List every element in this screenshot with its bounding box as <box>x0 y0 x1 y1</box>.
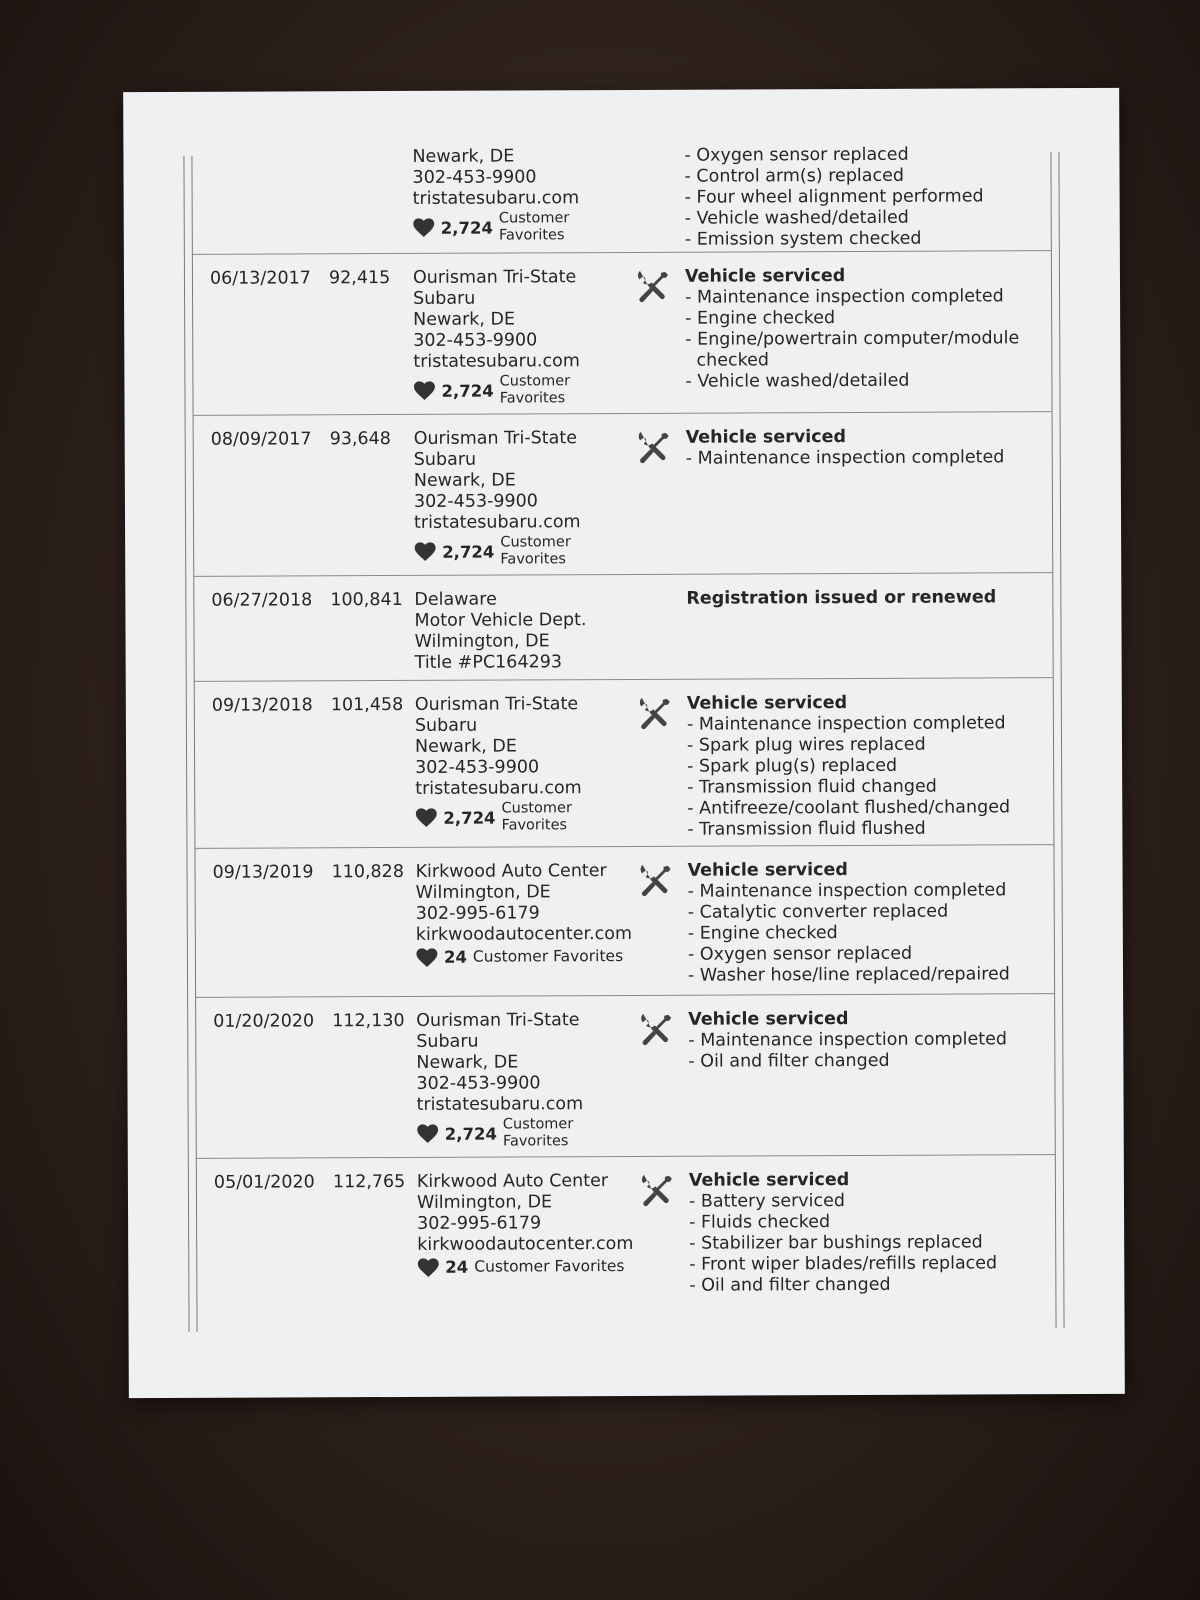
event-detail: - Control arm(s) replaced <box>684 165 905 187</box>
history-row <box>193 573 1053 682</box>
source-line: Ourisman Tri-State <box>413 428 577 449</box>
event-detail: - Four wheel alignment performed <box>684 186 984 208</box>
heart-icon <box>413 218 435 238</box>
event-detail: - Spark plug(s) replaced <box>687 755 898 777</box>
row-date: 06/27/2018 <box>211 590 313 611</box>
event-title: Registration issued or renewed <box>686 587 997 609</box>
source-line: Subaru <box>416 1031 479 1052</box>
favorites-label: Customer Favorites <box>501 800 572 834</box>
source-line: Newark, DE <box>413 470 516 491</box>
event-detail: - Maintenance inspection completed <box>687 880 1007 902</box>
wrench-screwdriver-icon <box>640 1173 674 1207</box>
event-detail: - Vehicle washed/detailed <box>685 370 910 392</box>
source-line: Kirkwood Auto Center <box>415 861 607 882</box>
customer-favorites <box>415 800 645 835</box>
event-detail: - Oil and filter changed <box>688 1050 890 1072</box>
wrench-screwdriver-icon <box>639 1012 673 1046</box>
wrench-screwdriver-icon <box>637 430 671 464</box>
favorites-count: 2,724 <box>444 1124 497 1144</box>
row-details <box>684 144 1024 250</box>
source-line: Wilmington, DE <box>415 882 551 903</box>
heart-icon <box>413 381 435 401</box>
wrench-screwdriver-icon <box>636 269 670 303</box>
favorites-count: 2,724 <box>440 218 493 238</box>
wrench-screwdriver-icon <box>638 696 672 730</box>
row-details <box>688 1008 1028 1072</box>
row-source <box>414 428 645 569</box>
row-source <box>414 589 644 674</box>
row-details <box>686 587 1026 609</box>
event-title: Vehicle serviced <box>687 860 848 881</box>
row-date: 06/13/2017 <box>209 268 311 289</box>
history-row <box>196 1155 1057 1309</box>
favorites-label: Customer Favorites <box>474 1257 625 1276</box>
event-detail: - Vehicle washed/detailed <box>684 207 909 229</box>
customer-favorites <box>417 1256 647 1278</box>
row-source <box>413 267 644 408</box>
row-odometer: 110,828 <box>331 861 404 883</box>
row-details <box>686 426 1026 469</box>
source-line: 302-453-9900 <box>415 757 540 778</box>
source-line: Newark, DE <box>412 146 515 167</box>
heart-icon <box>415 808 437 828</box>
row-details <box>685 265 1026 392</box>
source-line: tristatesubaru.com <box>415 778 582 799</box>
source-line: Delaware <box>414 589 497 610</box>
source-line: Subaru <box>413 449 477 470</box>
source-line: tristatesubaru.com <box>413 512 581 533</box>
source-line: kirkwoodautocenter.com <box>417 1233 634 1255</box>
event-detail: - Catalytic converter replaced <box>687 901 949 923</box>
event-title: Vehicle serviced <box>688 1009 849 1030</box>
customer-favorites <box>417 1116 647 1151</box>
source-line: Ourisman Tri-State <box>414 694 579 715</box>
event-detail: - Engine checked <box>685 308 836 329</box>
row-odometer: 112,765 <box>332 1171 406 1193</box>
source-line: Subaru <box>413 288 476 309</box>
row-date: 08/09/2017 <box>210 429 312 450</box>
row-details <box>688 859 1029 986</box>
event-title: Vehicle serviced <box>688 1170 850 1191</box>
row-source <box>415 694 646 835</box>
event-title: Vehicle serviced <box>685 427 847 448</box>
heart-icon <box>414 542 436 562</box>
source-line: Wilmington, DE <box>416 1192 553 1213</box>
source-line: 302-995-6179 <box>417 1213 542 1234</box>
favorites-label: Customer Favorites <box>500 534 571 568</box>
source-line: Newark, DE <box>413 309 516 330</box>
source-line: Ourisman Tri-State <box>412 267 577 288</box>
source-line: 302-453-9900 <box>413 491 538 512</box>
printed-page <box>123 88 1125 1398</box>
favorites-label: Customer Favorites <box>472 947 624 966</box>
favorites-label: Customer Favorites <box>498 210 570 244</box>
favorites-label: Customer Favorites <box>499 373 571 407</box>
heart-icon <box>416 947 438 967</box>
source-line: Wilmington, DE <box>414 631 550 652</box>
history-row <box>194 678 1055 849</box>
event-detail: - Transmission fluid flushed <box>687 818 926 840</box>
source-line: tristatesubaru.com <box>413 351 580 372</box>
favorites-count: 2,724 <box>442 542 495 562</box>
history-row <box>192 251 1053 416</box>
row-details <box>689 1169 1030 1296</box>
event-detail: - Oxygen sensor replaced <box>687 943 913 965</box>
event-detail: - Battery serviced <box>688 1191 846 1212</box>
event-title: Vehicle serviced <box>686 693 848 714</box>
source-line: 302-453-9900 <box>416 1073 541 1094</box>
source-line: Newark, DE <box>416 1052 519 1073</box>
left-border-line <box>183 156 189 1332</box>
row-date: 09/13/2019 <box>212 862 314 883</box>
service-history-table <box>191 144 1056 1309</box>
source-line: Newark, DE <box>414 736 517 757</box>
row-source <box>416 861 646 968</box>
source-line: 302-453-9900 <box>412 167 537 188</box>
event-detail: checked <box>685 350 770 371</box>
history-row <box>195 994 1056 1159</box>
row-date: 01/20/2020 <box>213 1011 315 1032</box>
source-line: tristatesubaru.com <box>416 1094 584 1115</box>
event-detail: - Engine checked <box>687 923 838 944</box>
source-line: Ourisman Tri-State <box>416 1010 580 1031</box>
event-detail: - Stabilizer bar bushings replaced <box>689 1232 983 1254</box>
event-detail: - Fluids checked <box>689 1212 831 1233</box>
row-source <box>417 1171 647 1278</box>
heart-icon <box>417 1257 439 1277</box>
history-row <box>194 845 1055 998</box>
right-border-line <box>1058 152 1064 1328</box>
event-detail: - Transmission fluid changed <box>687 776 937 798</box>
event-detail: - Oil and filter changed <box>689 1274 891 1296</box>
row-date: 09/13/2018 <box>211 695 313 716</box>
row-odometer: 100,841 <box>330 589 403 611</box>
favorites-count: 2,724 <box>443 808 496 828</box>
source-line: Title #PC164293 <box>414 652 563 673</box>
history-row <box>191 144 1051 255</box>
wrench-screwdriver-icon <box>639 863 673 897</box>
favorites-count: 24 <box>445 1257 469 1277</box>
row-details <box>687 692 1028 840</box>
row-source <box>412 146 642 245</box>
source-line: Subaru <box>414 715 478 736</box>
event-detail: - Oxygen sensor replaced <box>684 144 909 166</box>
favorites-count: 24 <box>443 947 467 967</box>
row-odometer: 92,415 <box>328 268 391 289</box>
customer-favorites <box>416 946 646 968</box>
row-date: 05/01/2020 <box>213 1172 315 1193</box>
event-detail: - Maintenance inspection completed <box>685 286 1004 308</box>
event-detail: - Maintenance inspection completed <box>685 447 1005 469</box>
source-line: tristatesubaru.com <box>412 188 580 209</box>
favorites-count: 2,724 <box>441 381 494 401</box>
source-line: Motor Vehicle Dept. <box>414 610 587 631</box>
event-detail: - Antifreeze/coolant flushed/changed <box>687 797 1011 819</box>
row-source <box>416 1010 647 1151</box>
customer-favorites <box>414 534 644 569</box>
favorites-label: Customer Favorites <box>502 1116 574 1150</box>
source-line: 302-995-6179 <box>415 903 540 924</box>
row-odometer: 93,648 <box>329 429 391 450</box>
row-odometer: 112,130 <box>332 1010 405 1032</box>
event-detail: - Washer hose/line replaced/repaired <box>687 964 1010 986</box>
event-title: Vehicle serviced <box>684 266 846 287</box>
event-detail: - Maintenance inspection completed <box>686 713 1006 735</box>
event-detail: - Engine/powertrain computer/module <box>685 328 1020 350</box>
heart-icon <box>417 1124 439 1144</box>
history-row <box>193 412 1054 577</box>
event-detail: - Maintenance inspection completed <box>688 1029 1007 1051</box>
event-detail: - Emission system checked <box>684 228 922 250</box>
source-line: Kirkwood Auto Center <box>416 1171 609 1192</box>
source-line: 302-453-9900 <box>413 330 538 351</box>
event-detail: - Spark plug wires replaced <box>686 734 926 756</box>
customer-favorites <box>413 210 643 245</box>
customer-favorites <box>413 373 643 408</box>
event-detail: - Front wiper blades/refills replaced <box>689 1253 998 1275</box>
row-odometer: 101,458 <box>330 694 404 716</box>
source-line: kirkwoodautocenter.com <box>415 923 633 945</box>
